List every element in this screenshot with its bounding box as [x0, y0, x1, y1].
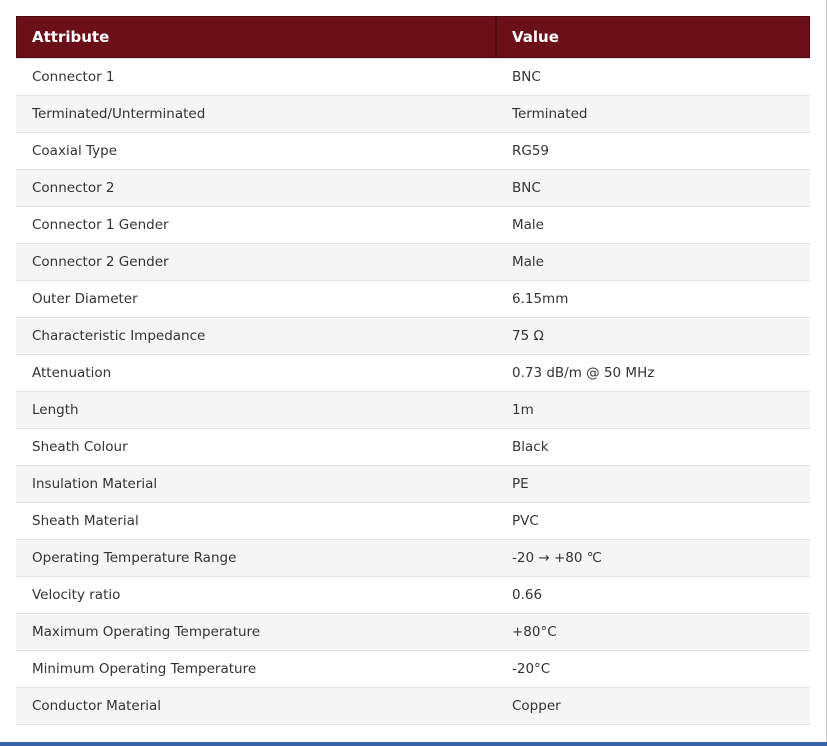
- attribute-cell: Operating Temperature Range: [16, 540, 496, 577]
- value-cell: Terminated: [496, 96, 810, 133]
- value-cell: +80°C: [496, 614, 810, 651]
- bottom-accent-bar: [0, 742, 827, 746]
- value-cell: Male: [496, 244, 810, 281]
- table-row: [16, 651, 810, 688]
- table-row: [16, 318, 810, 355]
- header-attribute: Attribute: [16, 16, 496, 59]
- attribute-cell: Conductor Material: [16, 688, 496, 725]
- attribute-cell: Maximum Operating Temperature: [16, 614, 496, 651]
- attribute-cell: Connector 2 Gender: [16, 244, 496, 281]
- value-cell: 0.73 dB/m @ 50 MHz: [496, 355, 810, 392]
- table-row: [16, 244, 810, 281]
- value-cell: 1m: [496, 392, 810, 429]
- table-row: [16, 540, 810, 577]
- value-cell: BNC: [496, 170, 810, 207]
- attribute-cell: Coaxial Type: [16, 133, 496, 170]
- value-cell: -20 → +80 ℃: [496, 540, 810, 577]
- table-row: [16, 133, 810, 170]
- table-header-row: [16, 16, 810, 59]
- attribute-cell: Attenuation: [16, 355, 496, 392]
- table-row: [16, 170, 810, 207]
- table-row: [16, 355, 810, 392]
- specifications-table: [16, 16, 810, 725]
- table-row: [16, 207, 810, 244]
- value-cell: RG59: [496, 133, 810, 170]
- value-cell: 75 Ω: [496, 318, 810, 355]
- attribute-cell: Connector 2: [16, 170, 496, 207]
- table-row: [16, 577, 810, 614]
- value-cell: Copper: [496, 688, 810, 725]
- table-row: [16, 429, 810, 466]
- value-cell: Male: [496, 207, 810, 244]
- value-cell: Black: [496, 429, 810, 466]
- table-row: [16, 614, 810, 651]
- attribute-cell: Outer Diameter: [16, 281, 496, 318]
- value-cell: PVC: [496, 503, 810, 540]
- table-row: [16, 392, 810, 429]
- attribute-cell: Connector 1 Gender: [16, 207, 496, 244]
- attribute-cell: Velocity ratio: [16, 577, 496, 614]
- attribute-cell: Terminated/Unterminated: [16, 96, 496, 133]
- table-row: [16, 281, 810, 318]
- value-cell: 6.15mm: [496, 281, 810, 318]
- attribute-cell: Insulation Material: [16, 466, 496, 503]
- table-row: [16, 503, 810, 540]
- attribute-cell: Sheath Colour: [16, 429, 496, 466]
- attribute-cell: Minimum Operating Temperature: [16, 651, 496, 688]
- attribute-cell: Connector 1: [16, 59, 496, 96]
- value-cell: -20°C: [496, 651, 810, 688]
- value-cell: PE: [496, 466, 810, 503]
- header-value: Value: [496, 16, 810, 59]
- attribute-cell: Characteristic Impedance: [16, 318, 496, 355]
- table-row: [16, 466, 810, 503]
- value-cell: BNC: [496, 59, 810, 96]
- table-row: [16, 96, 810, 133]
- attribute-cell: Sheath Material: [16, 503, 496, 540]
- value-cell: 0.66: [496, 577, 810, 614]
- table-row: [16, 59, 810, 96]
- table-row: [16, 688, 810, 725]
- attribute-cell: Length: [16, 392, 496, 429]
